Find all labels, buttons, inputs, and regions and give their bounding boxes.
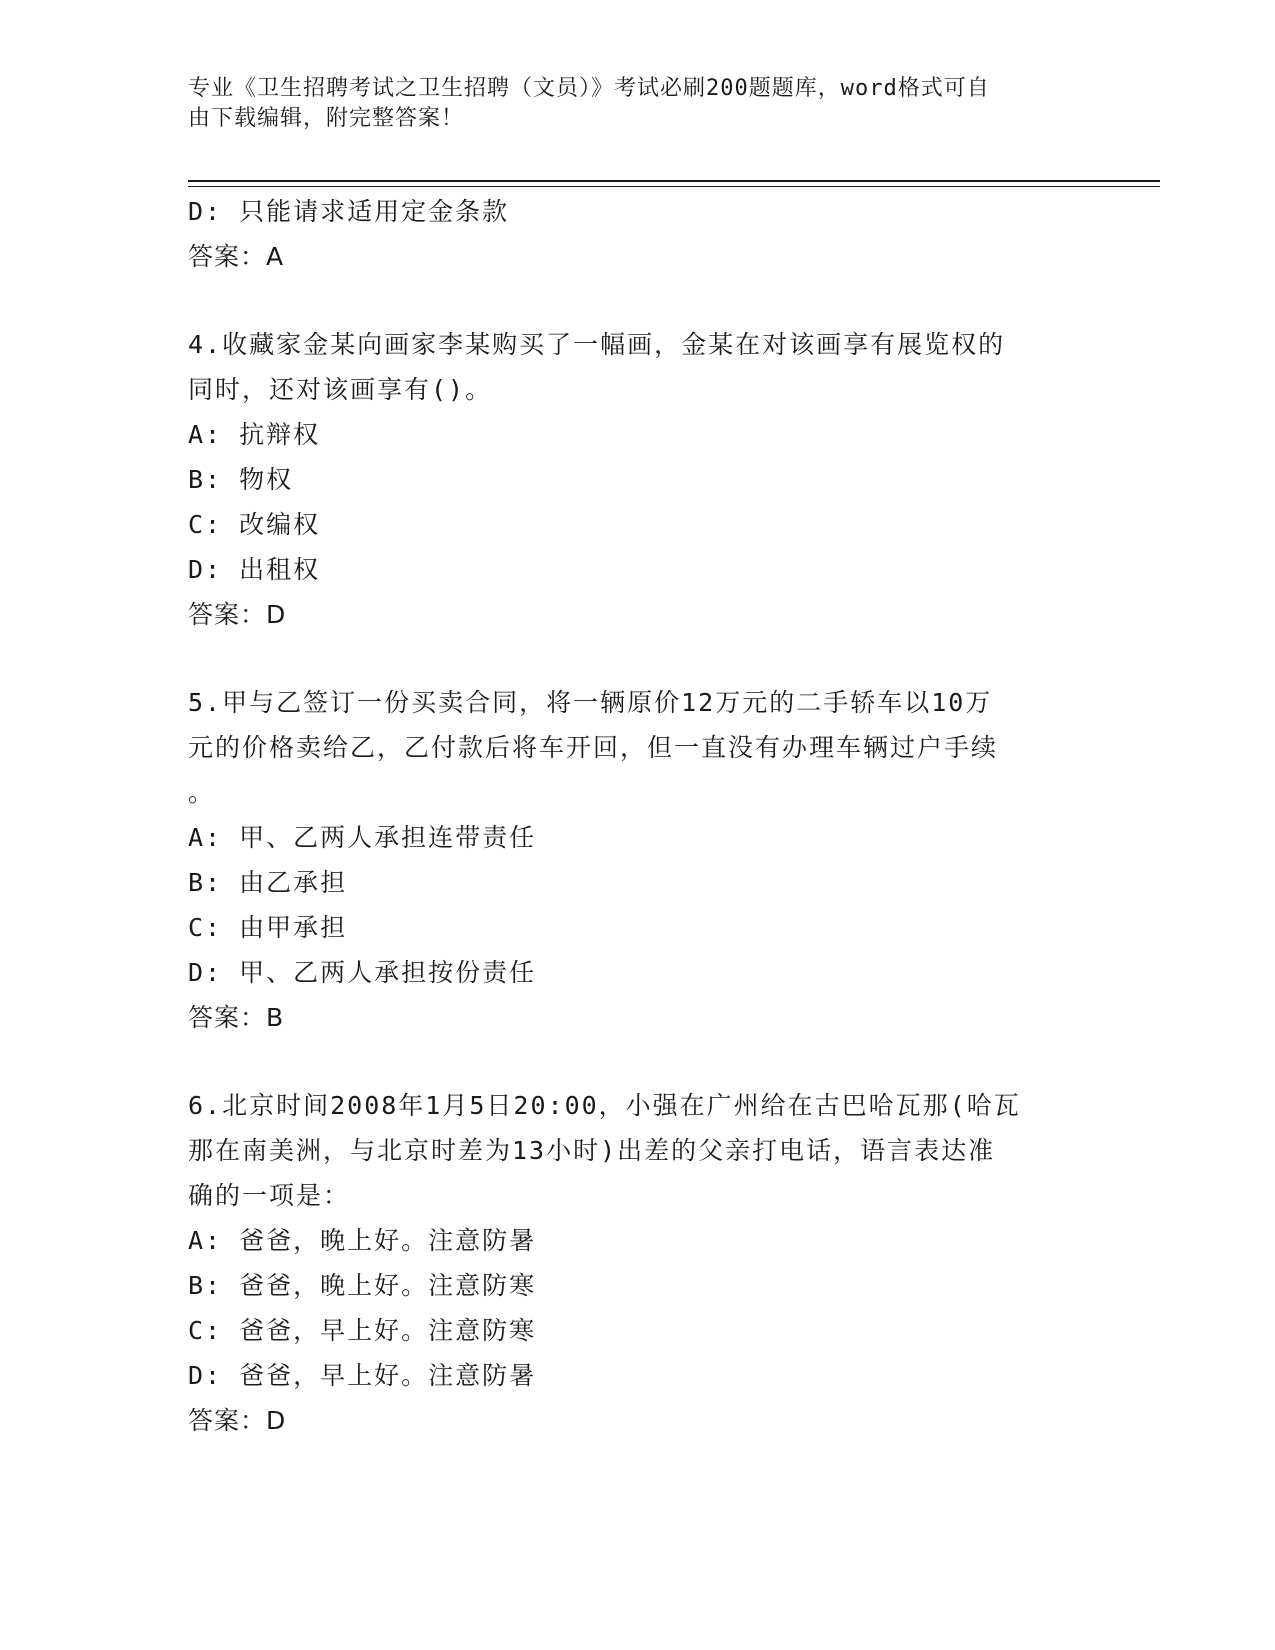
answer: 答案：B [188, 1003, 285, 1032]
header-rule-thin [188, 186, 1160, 187]
option-b: B: 物权 [188, 465, 294, 494]
option-d: D: 只能请求适用定金条款 [188, 197, 510, 226]
option-b: B: 爸爸，晚上好。注意防寒 [188, 1271, 537, 1300]
answer: 答案：A [188, 242, 285, 271]
question-stem-line: 同时，还对该画享有()。 [188, 375, 493, 404]
option-c: C: 由甲承担 [188, 913, 348, 942]
question-6 [188, 1083, 1088, 1444]
question-stem-line: 。 [188, 778, 216, 807]
question-stem-line: 那在南美洲，与北京时差为13小时)出差的父亲打电话，语言表达准 [188, 1136, 996, 1165]
option-d: D: 爸爸，早上好。注意防暑 [188, 1361, 537, 1390]
option-a: A: 抗辩权 [188, 420, 321, 449]
previous-question-tail [188, 189, 1088, 280]
answer: 答案：D [188, 600, 287, 629]
question-stem-line: 元的价格卖给乙，乙付款后将车开回，但一直没有办理车辆过户手续 [188, 733, 999, 762]
question-stem-line: 确的一项是： [188, 1181, 351, 1210]
header-line-2: 由下载编辑，附完整答案！ [188, 106, 465, 131]
option-a: A: 甲、乙两人承担连带责任 [188, 823, 537, 852]
spacer [188, 638, 1088, 680]
option-d: D: 甲、乙两人承担按份责任 [188, 958, 537, 987]
option-c: C: 爸爸，早上好。注意防寒 [188, 1316, 537, 1345]
header-rule-thick [188, 180, 1160, 182]
question-5 [188, 680, 1088, 1041]
option-c: C: 改编权 [188, 510, 321, 539]
question-stem-line: 5.甲与乙签订一份买卖合同，将一辆原价12万元的二手轿车以10万 [188, 688, 993, 717]
header-line-1: 专业《卫生招聘考试之卫生招聘（文员）》考试必刷200题题库，word格式可自 [188, 76, 990, 101]
question-4 [188, 322, 1088, 638]
option-b: B: 由乙承担 [188, 868, 348, 897]
answer: 答案：D [188, 1406, 287, 1435]
spacer [188, 1041, 1088, 1083]
option-a: A: 爸爸，晚上好。注意防暑 [188, 1226, 537, 1255]
page-header [188, 74, 1088, 134]
option-d: D: 出租权 [188, 555, 321, 584]
spacer [188, 280, 1088, 322]
question-stem-line: 4.收藏家金某向画家李某购买了一幅画，金某在对该画享有展览权的 [188, 330, 1006, 359]
question-list [188, 189, 1088, 1444]
question-stem-line: 6.北京时间2008年1月5日20:00，小强在广州给在古巴哈瓦那(哈瓦 [188, 1091, 1021, 1120]
